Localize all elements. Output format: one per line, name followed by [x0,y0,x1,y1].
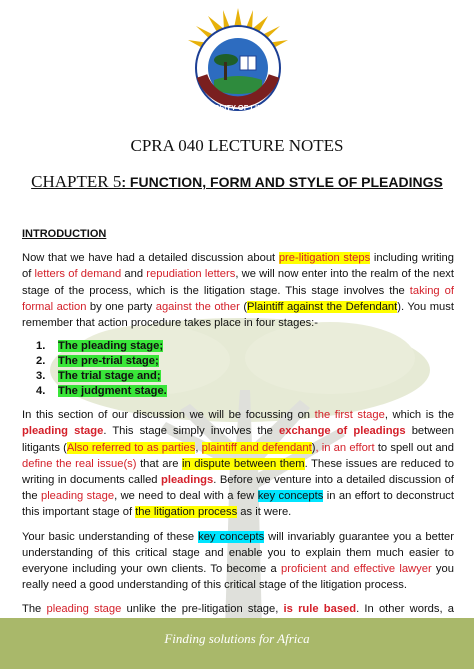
highlight-span: plaintiff and defendant [201,441,312,454]
text-span: . These issues are reduced to writing in documents called [22,457,454,487]
footer-slogan: Finding solutions for Africa [164,631,310,646]
text-span: will invariably guarantee you a better understanding of this critical stage and enable you to explain them much easier to everyone including your own clients. To become a [22,530,454,576]
red-span: pleadings [161,474,214,487]
list-text: The pre-trial stage; [58,355,159,368]
text-span: to spell out and [374,441,454,454]
chapter-number: CHAPTER 5 [31,172,122,191]
red-span: against the other [155,300,240,313]
red-span: letters of demand [34,268,122,281]
text-span: , we need to deal with a few [114,490,258,503]
text-span: as it were. [237,506,292,519]
paragraph-1 [22,250,454,331]
text-span: . In other words, a [356,603,455,616]
list-number: 1. [36,340,46,353]
chapter-title: FUNCTION, FORM AND STYLE OF PLEADINGS [126,174,443,190]
highlight-span: key concepts [257,490,324,503]
list-item [36,339,454,354]
paragraph-3 [22,529,454,594]
red-span: taking of formal action [22,284,454,313]
list-text: The judgment stage. [58,385,167,398]
red-span: is rule based [283,603,357,616]
red-span: pleading stage [22,425,104,438]
text-span: ( [239,300,248,313]
text-span: , which is the [384,409,454,422]
list-item [36,384,454,399]
list-text: The pleading stage; [58,340,164,353]
highlight-span: Plaintiff against the Defendant [247,300,398,313]
list-number: 2. [36,355,46,368]
chapter-heading [0,172,474,192]
document-body [22,226,454,658]
text-span: Your basic understanding of these [22,530,199,543]
red-span: define the real issue(s) [22,457,137,470]
chapter-colon: : [121,174,127,190]
highlight-span: the litigation process [135,506,238,519]
highlight-span: Also referred to as parties [66,441,196,454]
text-span: . Before we venture into a detailed discussion of the [22,474,454,503]
text-span: in an effort to deconstruct this important stage of [22,490,454,519]
list-item [36,369,454,384]
highlight-span: in dispute between them [182,457,305,470]
text-span: by one party [86,300,156,313]
paragraph-2 [22,407,454,520]
text-span: . This stage simply involves the [103,425,280,438]
text-span: unlike the pre-litigation stage, [121,603,284,616]
list-number: 3. [36,370,46,383]
list-text: The trial stage and; [58,370,161,383]
highlight-span: key concepts [198,530,265,543]
logo-text: UNIVERSITY OF LIMPOPO [190,103,286,112]
text-span: including writing of [22,252,454,281]
red-span: the first stage [314,409,385,422]
red-span: pleading stage [40,490,115,503]
red-span: , in an effort [315,441,375,454]
page-title: CPRA 040 LECTURE NOTES [130,136,344,155]
highlight-span: pre-litigation steps [278,252,371,265]
text-span: , [195,441,202,454]
text-span: Now that we have had a detailed discussion about [22,252,279,265]
text-span: that are [136,457,182,470]
text-span: ). You must remember that action procedure takes place in four stages:- [22,300,454,330]
text-span: In this section of our discussion we will be focussing on [22,409,315,422]
red-span: proficient and effective lawyer [281,563,432,576]
text-span: ) [311,441,316,454]
stages-list [22,339,454,399]
text-span: The [22,603,47,616]
list-item [36,354,454,369]
red-span: pleading stage [46,603,122,616]
text-span: you really need a good understanding of this critical stage of the litigation process. [22,563,454,592]
red-span: exchange of pleadings [279,425,406,438]
red-span: repudiation letters [146,268,236,281]
list-number: 4. [36,385,46,398]
text-span: , we will now enter into the realm of the next stage of the process, which is the litigation stage. This stage involves the [22,268,454,297]
text-span: between litigants ( [22,425,455,454]
text-span: and [121,268,147,281]
section-heading: INTRODUCTION [22,228,107,240]
university-logo-icon [178,6,298,128]
